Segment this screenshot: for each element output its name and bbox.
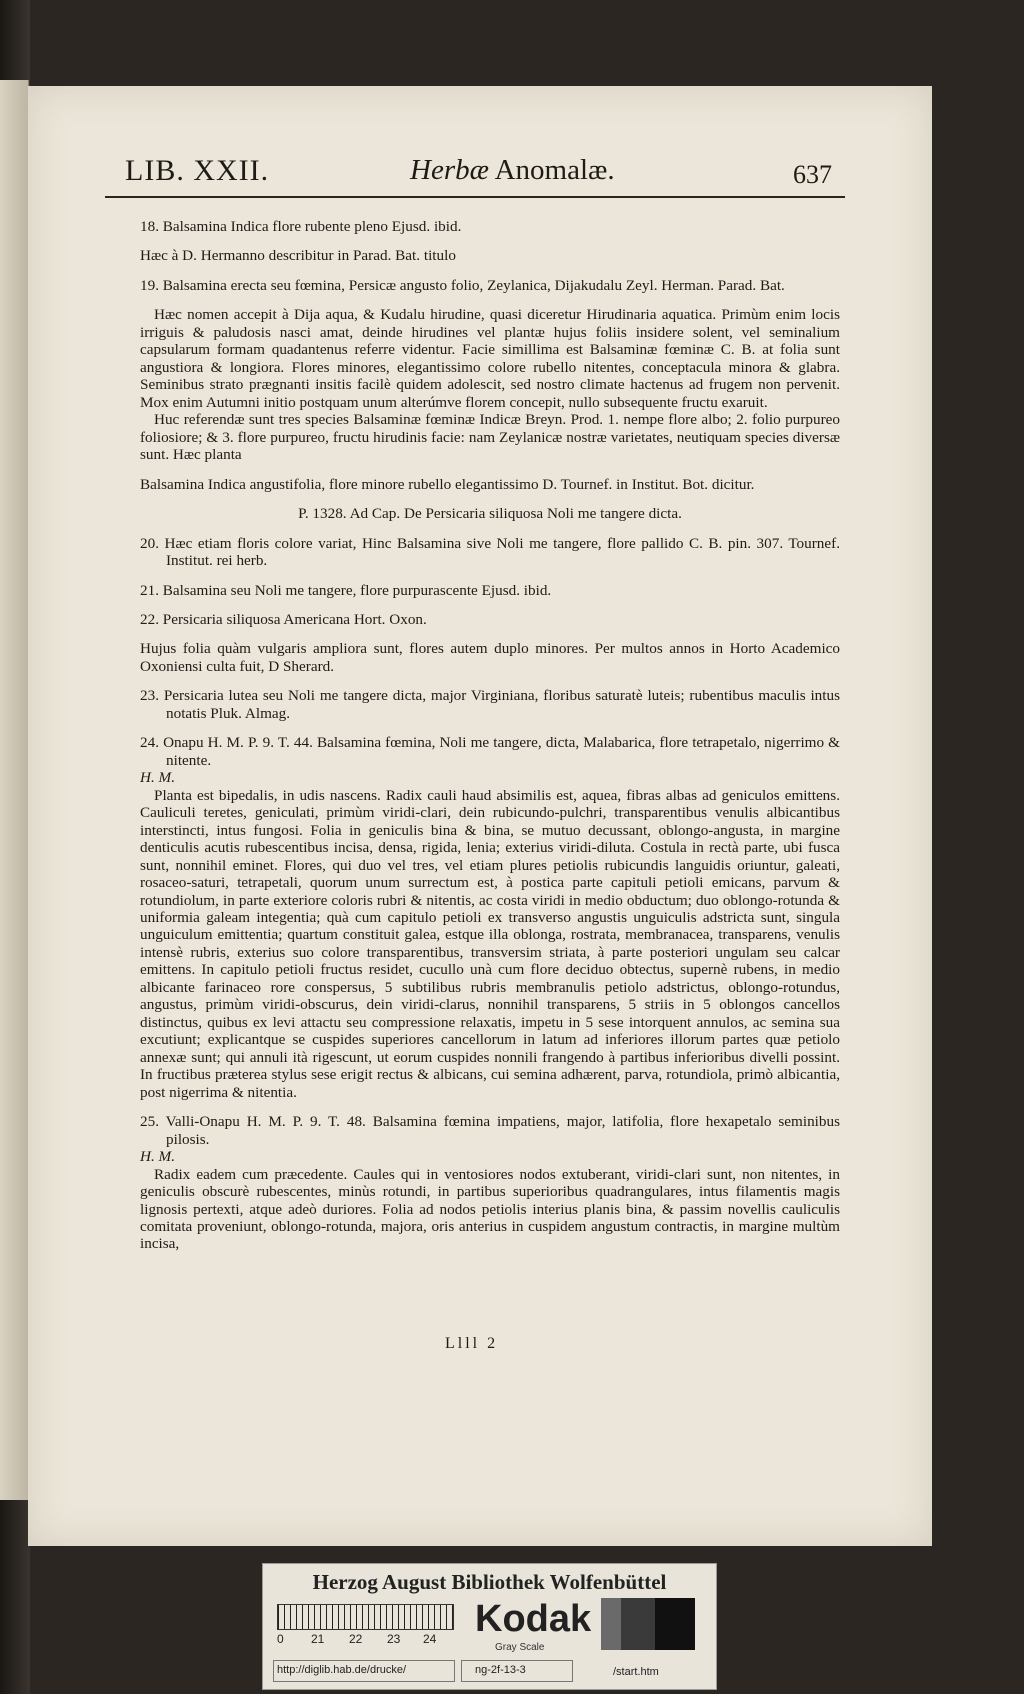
- running-header: [105, 152, 845, 198]
- entry-24: 24. Onapu H. M. P. 9. T. 44. Balsamina fœmina, Noli me tangere, dicta, Malabarica, flore tetrapetalo, nigerrimo & nitente.: [140, 734, 840, 769]
- page-spine: [0, 80, 29, 1500]
- kodak-logo: Kodak: [475, 1598, 592, 1640]
- paragraph-dija: Hæc nomen accepit à Dija aqua, & Kudalu hirudine, quasi diceretur Hirudinaria aquatica. Primùm enim locis irriguis & paludosis nasci amat, deinde hirudines vel plantæ hujus foliis insidere solent, vel seminalium capsularum formam quadantenus referre videntur. Facie simillima est Balsaminæ fœminæ C. B. at folia sunt angustiora & longiora. Flores minores, elegantissimo colore rubello nitentes, conceptacula minora & glabra. Seminibus strato prægnanti insitis facilè quidem adolescit, sed nostro climate hactenus ad frugem non pervenit. Mox enim Autumni initio postquam unum alterúmve florem concepit, nullo subsequente fructu exaruit.: [140, 306, 840, 411]
- source-hm-2: H. M.: [140, 1148, 176, 1166]
- source-hm-1: H. M.: [140, 769, 176, 787]
- digilib-url: http://diglib.hab.de/drucke/: [277, 1664, 407, 1676]
- section-heading: P. 1328. Ad Cap. De Persicaria siliquosa Noli me tangere dicta.: [298, 505, 682, 523]
- entry-21: 21. Balsamina seu Noli me tangere, flore purpurascente Ejusd. ibid.: [140, 581, 552, 599]
- page-number: 637: [793, 160, 832, 189]
- header-title-italic: Herbæ: [410, 154, 489, 186]
- ruler-number: 24: [423, 1632, 437, 1646]
- ruler-number: 21: [311, 1632, 325, 1646]
- page-text: [140, 218, 840, 1265]
- entry-19: 19. Balsamina erecta seu fœmina, Persicæ angusto folio, Zeylanica, Dijakudalu Zeyl. Herman. Parad. Bat.: [140, 276, 785, 294]
- ruler-number: 0: [277, 1632, 284, 1646]
- header-title: [410, 154, 615, 187]
- note-hermanno: Hæc à D. Hermanno describitur in Parad. Bat. titulo: [140, 247, 456, 265]
- ruler-number: 22: [349, 1632, 363, 1646]
- shelf-id: ng-2f-13-3: [475, 1664, 526, 1676]
- start-link: /start.htm: [613, 1666, 659, 1678]
- entry-23: 23. Persicaria lutea seu Noli me tangere dicta, major Virginiana, floribus saturatè luteis; rubentibus maculis intus notatis Pluk. Almag.: [140, 687, 840, 722]
- gray-swatch-mid: [601, 1598, 621, 1650]
- library-color-card: [262, 1563, 717, 1690]
- library-name: Herzog August Bibliothek Wolfenbüttel: [312, 1570, 667, 1594]
- book-number: LIB. XXII.: [125, 154, 270, 187]
- ruler-number: 23: [387, 1632, 401, 1646]
- header-title-rest: Anomalæ.: [488, 154, 615, 186]
- paragraph-tournef: Balsamina Indica angustifolia, flore minore rubello elegantissimo D. Tournef. in Institut. Bot. dicitur.: [140, 475, 755, 493]
- paragraph-radix: Radix eadem cum præcedente. Caules qui in ventosiores nodos extuberant, viridi-clari sunt, non nitentes, in geniculis obscurè rubescentes, minùs rotundi, in partibus superioribus quadrangulares, intus filamentis magis lignosis pertexti, atque adeò duriores. Folia ad nodos petiolis interius planis bina, & passim novellis cauliculis comitata proveniunt, oblongo-rotunda, majora, oris anterius in cuspidem angustum contractis, in margine multùm incisa,: [140, 1165, 840, 1253]
- paragraph-planta: Planta est bipedalis, in udis nascens. Radix cauli haud absimilis est, aquea, fibras albas ad geniculos emittens. Cauliculi teretes, geniculati, primùm viridi-clari, dein rubicundo-pulchri, transparentibus venulis albicantibus interstincti, intus fungosi. Folia in geniculis bina & bina, se mutuo decussant, oblongo-angusta, in margine denticulis acutis rubescentibus incisa, densa, rigida, lenia; exterius viridi-diluta. Costula in rectà parte, ubi fusca sunt, nonnihil eminet. Flores, qui duo vel tres, vel etiam plures petiolis rubicundis languidis oriuntur, galeati, rosaceo-saturi, tetrapetali, quorum unum surrectum est, à postica parte capituli petioli emicans, parvum & rotundiolum, in parte exteriore coloris rubri & nitentis, ac costa viridi in medio obductum; duo oblongo-rotunda & uniformia galeam integentia; quà cum capitulo petioli ex transverso angustis unguiculis adstricta sunt, singula unguiculum emittentia; quartum constituit galea, estque illa oblonga, rostrata, membranacea, transparens, venulis intensè rubris, exterius suo colore transparentibus, transversim striata, à parte posteriori ungulam seu calcar emittens. In capitulo petioli fructus residet, cucullo unà cum flore deciduo obtectus, supernè rubens, in medio albicante farinaceo rore conspersus, 5 subtilibus rubris membranulis petiolo adstrictus, oblongo-rotundus, angustus, primùm viridi-obscurus, dein viridi-clarus, nonnihil transparens, 5 striis in 5 oblongos cancellos distinctus, quibus ex levi attactu seu compressione relaxatis, impetu in 5 sese intorquent annulos, ac semina sua excutiunt; explicantque se cuspides superiores cancellorum in latum ad inferiores illorum partes quæ petiolo annexæ sunt; qui annuli ità rigescunt, ut eorum cuspides nonnili frangendo à partibus inferioribus divelli possint. In fructibus præterea stylus sese erigit rectus & albicans, cui semina adhærent, parva, rotundiola, primò albicantia, post nigerrima & nitentia.: [140, 786, 840, 1101]
- gray-scale-label: Gray Scale: [495, 1642, 545, 1653]
- entry-25: 25. Valli-Onapu H. M. P. 9. T. 48. Balsamina fœmina impatiens, major, latifolia, flore hexapetalo seminibus pilosis.: [140, 1113, 840, 1148]
- gray-swatch-black: [655, 1598, 695, 1650]
- paragraph-hujus: Hujus folia quàm vulgaris ampliora sunt, flores autem duplo minores. Per multos annos in Horto Academico Oxoniensi culta fuit, D Sherard.: [140, 640, 840, 675]
- scale-ruler: [277, 1604, 454, 1630]
- paragraph-huc: Huc referendæ sunt tres species Balsaminæ fœminæ Indicæ Breyn. Prod. 1. nempe flore albo; 2. folio purpureo foliosiore; & 3. flore purpureo, fructu hirudinis facie: nam Zeylanicæ nostræ varietates, neutiquam species diversæ sunt. Hæc planta: [140, 411, 840, 464]
- header-rule: [105, 196, 845, 198]
- signature-mark: Llll 2: [445, 1335, 499, 1352]
- entry-22: 22. Persicaria siliquosa Americana Hort. Oxon.: [140, 610, 427, 628]
- entry-18: 18. Balsamina Indica flore rubente pleno Ejusd. ibid.: [140, 218, 462, 235]
- entry-20: 20. Hæc etiam floris colore variat, Hinc Balsamina sive Noli me tangere, flore pallido C. B. pin. 307. Tournef. Institut. rei herb.: [140, 534, 840, 570]
- gray-swatch-dark: [621, 1598, 655, 1650]
